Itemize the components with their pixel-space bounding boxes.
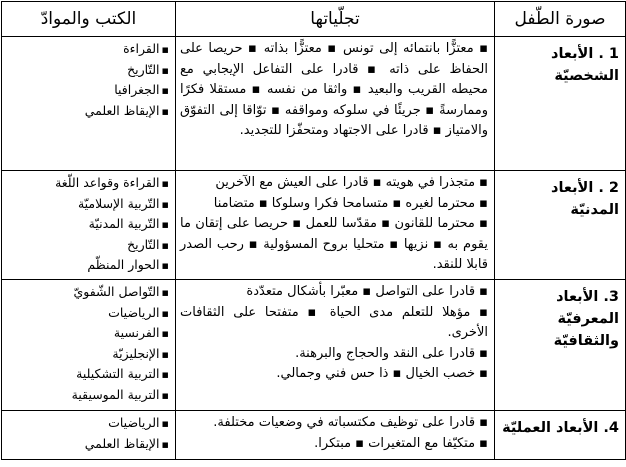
manifestations-cell: [176, 171, 495, 280]
manifestation-text: ▪ قادرا على النقد والحجاج والبرهنة.: [295, 345, 488, 361]
dimension-cell: 4. الأبعاد العمليّة: [495, 411, 626, 460]
dimension-cell: 2 . الأبعاد المدنيّة: [495, 171, 626, 280]
table-row: [2, 171, 626, 280]
list-item: ▪ التّاريخ: [6, 60, 169, 81]
list-item: ▪ التربية التشكيلية: [6, 364, 169, 385]
list-item: ▪ التّربية الإسلاميّة: [6, 194, 169, 215]
books-cell: [2, 411, 176, 460]
list-item: ▪ الرياضيات: [6, 413, 169, 434]
list-item: ▪ التّربية المدنيّة: [6, 214, 169, 235]
dimension-cell: 3. الأبعاد المعرفيّة والثقافيّة: [495, 280, 626, 411]
list-item: ▪ التّاريخ: [6, 235, 169, 256]
header-books-subjects: الكتب والموادّ: [2, 2, 176, 37]
books-cell: [2, 171, 176, 280]
dimension-cell: 1 . الأبعاد الشخصيّة: [495, 37, 626, 171]
list-item: ▪ الإنجليزيّة: [6, 344, 169, 365]
list-item: ▪ الحوار المنظّم: [6, 255, 169, 276]
list-item: ▪ التّواصل الشّفويّ: [6, 282, 169, 303]
table-row: [2, 280, 626, 411]
manifestation-text: ▪ معتزًّا بانتمائه إلى تونس ▪ معتزًّا بذاته ▪ حريصا على الحفاظ على ذاته ▪ قادرا على التفاعل الإيجابي مع محيطه القريب والبعيد ▪ واثقا من نفسه ▪ مستقلا فكرًا وممارسةً ▪ جريئًا في سلوكه ومواقفه ▪ توّاقا إلى التفوّق والامتياز ▪ قادرا على الاجتهاد ومتحفّزا للتجديد.: [180, 41, 488, 138]
list-item: ▪ الفرنسية: [6, 323, 169, 344]
manifestations-cell: [176, 280, 495, 411]
manifestation-text: ▪ قادرا على التواصل ▪ معبّرا بأشكال متعدّدة: [246, 284, 488, 299]
manifestation-text: ▪ متجذرا في هويته ▪ قادرا على العيش مع الآخرين: [215, 175, 488, 190]
list-item: ▪ القراءة: [6, 39, 169, 60]
list-item: ▪ التربية الموسيقية: [6, 385, 169, 406]
list-item: ▪ الإيقاظ العلمي: [6, 434, 169, 455]
manifestation-text: ▪ خصب الخيال ▪ ذا حس فني وجمالي.: [276, 366, 488, 381]
competencies-table: [1, 1, 626, 460]
manifestation-text: ▪ محترما للقانون ▪ مقدّسا للعمل ▪ حريصا على إتقان ما يقوم به ▪ نزيها ▪ متحليا بروح المسؤولية ▪ رحب الصدر قابلا للنقد.: [180, 216, 488, 272]
list-item: ▪ القراءة وقواعد اللّغة: [6, 173, 169, 194]
header-child-image: صورة الطّفل: [495, 2, 626, 37]
books-cell: [2, 280, 176, 411]
list-item: ▪ الجغرافيا: [6, 80, 169, 101]
header-row: [2, 2, 626, 37]
manifestation-text: ▪ مؤهلا للتعلم مدى الحياة ▪ متفتحا على الثقافات الأخرى.: [180, 304, 488, 340]
header-manifestations: تجلّياتها: [176, 2, 495, 37]
table-row: [2, 37, 626, 171]
table-row: [2, 411, 626, 460]
manifestation-text: ▪ قادرا على توظيف مكتسباته في وضعيات مختلفة.: [213, 415, 488, 430]
manifestation-text: ▪ محترما لغيره ▪ متسامحا فكرا وسلوكا ▪ متضامنا: [213, 195, 488, 211]
manifestations-cell: [176, 411, 495, 460]
books-cell: [2, 37, 176, 171]
list-item: ▪ الرياضيات: [6, 303, 169, 324]
manifestations-cell: [176, 37, 495, 171]
list-item: ▪ الإيقاظ العلمي: [6, 101, 169, 122]
manifestation-text: ▪ متكيّفا مع المتغيرات ▪ مبتكرا.: [314, 435, 488, 451]
